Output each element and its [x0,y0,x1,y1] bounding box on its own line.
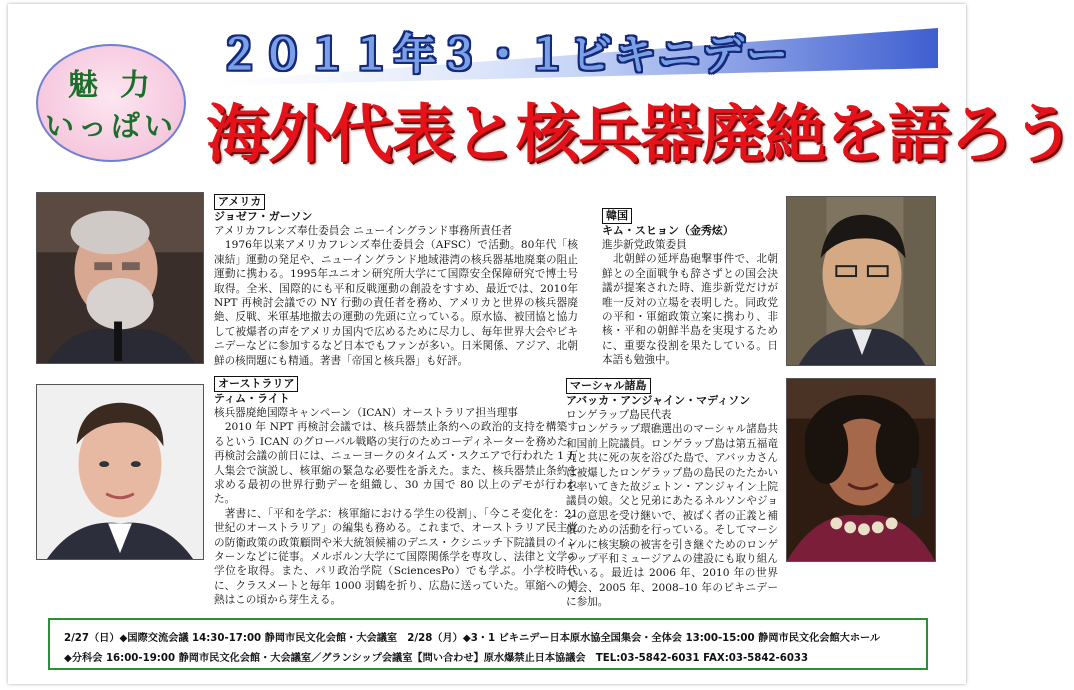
bio-australia [214,376,578,608]
speaker-bio: 北朝鮮の延坪島砲撃事件で、北朝鮮との全面戦争も辞さずとの国会決議が提案された時、進歩新党だけが唯一反対の立場を表明した。同政党の平和・軍縮政策立案に携わり、非核・平和の朝鮮半島を実現するために、重要な役割を果たしている。日本語も勉強中。 [602,253,778,367]
speaker-bio: 2010 年 NPT 再検討会議では、核兵器禁止条約への政治的支持を構築するという ICAN のグローバル戦略の実行のためコーディネーターを務めた。再検討会議の前日には、ニューヨークのタイムズ・スクエアで行われた 1 万人集会で演説し、核軍縮の緊急な必要性を訴えた。また、核兵器禁止条約を求める最初の世界行動デーを組織し、30 カ国で 80 以上のデモが行われた。 著書に、「平和を学ぶ：核軍縮における学生の役割」、「今こそ変化を：21 世紀のオーストラリア」の編集も務める。これまで、オーストラリア民主党の防衛政策の政策顧問や米大統領候補のデニス・クシニッチ下院議員のインターンなどに従事。メルボルン大学にて国際関係学を専攻し、法律と文学の学位を取得。また、パリ政治学院（SciencesPo）でも学ぶ。小学校時代に、クラスメートと毎年 1000 羽鶴を折り、広島に送っていた。軍縮への情熱はこの頃から芽生える。 [214,421,578,607]
badge-line-1: 魅力 [68,68,172,103]
speaker-name: アバッカ・アンジャイン・マディソン [566,394,751,407]
schedule-line-1: 2/27（日）◆国際交流会議 14:30-17:00 静岡市民文化会館・大会議室 2/28（月）◆3・1 ビキニデー日本原水協全国集会・全体会 13:00-15:00 静岡市民文化会館大ホール [64,633,881,644]
speaker-name: ティム・ライト [214,392,290,405]
photo-tim-wright [36,384,204,560]
speaker-bio: ロンゲラップ環礁選出のマーシャル諸島共和国前上院議員。ロンゲラップ島は第五福竜丸と共に死の灰を浴びた島で、アバッカさんは被爆したロンゲラップ島の島民のたたかいを率いてきた故ジェトン・アンジャイン上院議員の娘。父と兄弟にあたるネルソンやジョンの意思を受け継いで、被ばく者の正義と補償のための活動を行っている。そしてマーシャルに核実験の被害を引き継ぐためのロンゲラップ平和ミュージアムの建設にも取り組んでいる。最近は 2006 年、2010 年の世界大会、2005 年、2008–10 年のビキニデーに参加。 [566,423,778,609]
country-label: アメリカ [214,194,265,210]
country-label: オーストラリア [214,376,298,392]
flyer-page [8,4,1074,684]
speaker-role: アメリカフレンズ奉仕委員会 ニューイングランド事務所責任者 [214,225,513,237]
bio-marshall-islands [566,378,778,610]
speaker-role: 進歩新党政策委員 [602,239,687,251]
schedule-footer [48,618,928,670]
main-title: 海外代表と核兵器廃絶を語ろう [206,98,1074,171]
speaker-role: 核兵器廃絶国際キャンペーン（ICAN）オーストラリア担当理事 [214,407,518,419]
photo-abacca-anjain-maddison [786,378,936,562]
badge-line-2: いっぱい [44,109,177,143]
country-label: マーシャル諸島 [566,378,651,394]
bio-usa [214,194,578,368]
speaker-role: ロンゲラップ島民代表 [566,409,672,421]
bio-korea [602,208,778,368]
photo-joseph-gerson [36,192,204,364]
photo-kim-suhyeon [786,196,936,366]
top-title: ２０１１年３・１ビキニデー [218,30,791,79]
country-label: 韓国 [602,208,632,224]
badge-circle [36,44,186,162]
speaker-name: キム・スヒョン（金秀炫） [602,224,734,237]
speaker-name: ジョゼフ・ガーソン [214,210,313,223]
schedule-line-2: ◆分科会 16:00-19:00 静岡市民文化会館・大会議室／グランシップ会議室【問い合わせ】原水爆禁止日本協議会 TEL:03-5842-6031 FAX:03-5842-6033 [64,653,809,664]
speaker-bio: 1976年以来アメリカフレンズ奉仕委員会（AFSC）で活動。80年代「核凍結」運動の発足や、ニューイングランド地域港湾の核兵器基地廃棄の阻止運動に携わる。1995年ユニオン研究所大学にて国際安全保障研究で博士号取得。全米、国際的にも平和反戦運動の創設をすすめ、最近では、2010年 NPT 再検討会議での NY 行動の責任者を務め、アメリカと世界の核兵器廃絶、反戦、米軍基地撤去の運動の先頭に立っている。原水協、被団協と協力して被爆者の声をアメリカ国内で広めるために尽力し、毎年世界大会やビキニデーなどに参加するなど日本でもファンが多い。日米関係、アジア、北朝鮮の核問題にも精通。著書「帝国と核兵器」も好評。 [214,239,578,367]
